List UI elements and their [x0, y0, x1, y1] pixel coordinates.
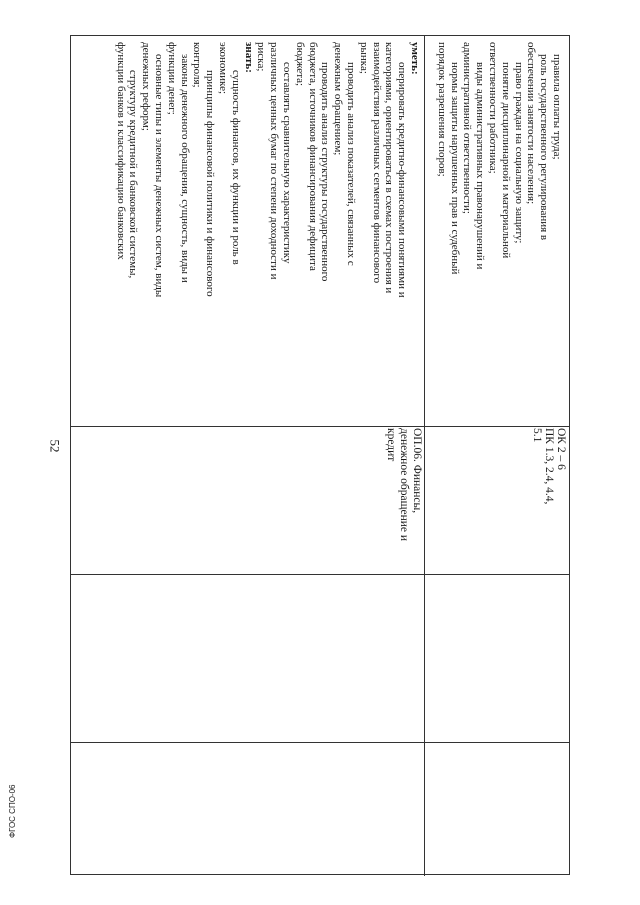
- row-divider-discipline: [424, 426, 425, 876]
- row1-line: нормы защиты нарушенных прав и судебный: [448, 62, 461, 275]
- row2-line: проводить анализ показателей, связанных с: [345, 62, 358, 266]
- row2-line: составлять сравнительную характеристику: [281, 62, 294, 264]
- row1-line: правила оплаты труда;: [551, 54, 563, 160]
- competency-line: 5.1: [531, 428, 543, 443]
- row2-line: оперировать кредитно-финансовыми понятиями и: [396, 62, 409, 298]
- row2-line: функции денег;: [165, 42, 178, 115]
- row2-line: знать:: [242, 42, 255, 73]
- row2-line: законы денежного обращения, сущность, виды и: [178, 54, 191, 283]
- column-divider: [71, 742, 569, 743]
- rotated-page: [70, 35, 570, 875]
- row2-line: различных ценных бумаг по степени доходности и: [268, 42, 281, 280]
- footer-label: ФГОС СПО-06: [8, 784, 17, 838]
- row2-line: денежным обращением;: [332, 42, 345, 156]
- row2-line: денежных реформ;: [140, 42, 153, 131]
- discipline-line: кредит: [385, 428, 398, 462]
- column-divider: [71, 426, 569, 427]
- row2-line: рынка;: [357, 42, 370, 74]
- page-number: 52: [47, 439, 63, 453]
- row2-line: экономике;: [217, 42, 230, 95]
- row1-content-cell: [435, 42, 563, 422]
- curriculum-table: [70, 35, 570, 875]
- row1-line: виды административных правонарушений и: [474, 62, 487, 270]
- row2-line: проводить анализ структуры государственного: [319, 62, 332, 282]
- row1-line: право граждан на социальную защиту;: [512, 62, 525, 244]
- discipline-line: ОП.06. Финансы,: [411, 428, 423, 514]
- row1-line: понятие дисциплинарной и материальной: [499, 62, 512, 259]
- row2-line: уметь:: [409, 42, 421, 75]
- discipline-line: денежное обращение и: [398, 428, 411, 542]
- row2-line: принципы финансовой политики и финансового: [204, 70, 217, 297]
- competencies-cell: [531, 428, 567, 538]
- row2-line: функции банков и классификацию банковских: [114, 42, 127, 260]
- row1-line: порядок разрешения споров;: [435, 42, 448, 177]
- row2-line: основные типы и элементы денежных систем, виды: [153, 54, 166, 298]
- row2-line: риска;: [255, 42, 268, 72]
- row2-line: бюджета, источников финансирования дефицита: [306, 42, 319, 271]
- row2-line: бюджета;: [293, 42, 306, 87]
- row1-line: административной ответственности;: [461, 42, 474, 214]
- discipline-cell: [385, 428, 423, 542]
- row2-line: категориями, ориентироваться в схемах построения и: [383, 42, 396, 294]
- row1-line: ответственности работника;: [487, 42, 500, 174]
- row2-content-cell: [114, 42, 421, 422]
- competency-line: ОК 2 – 6: [555, 428, 567, 470]
- row1-line: роль государственного регулирования в: [538, 54, 551, 241]
- row1-line: обеспечении занятости населения;: [525, 42, 538, 205]
- row2-line: структуру кредитной и банковской системы,: [127, 70, 140, 279]
- competency-line: ПК 1.3, 2.4, 4.4,: [543, 428, 555, 505]
- row2-line: контроля;: [191, 42, 204, 88]
- row2-line: сущность финансов, их функции и роль в: [229, 70, 242, 265]
- row2-line: взаимодействия различных сегментов финансового: [370, 42, 383, 284]
- column-divider: [71, 574, 569, 575]
